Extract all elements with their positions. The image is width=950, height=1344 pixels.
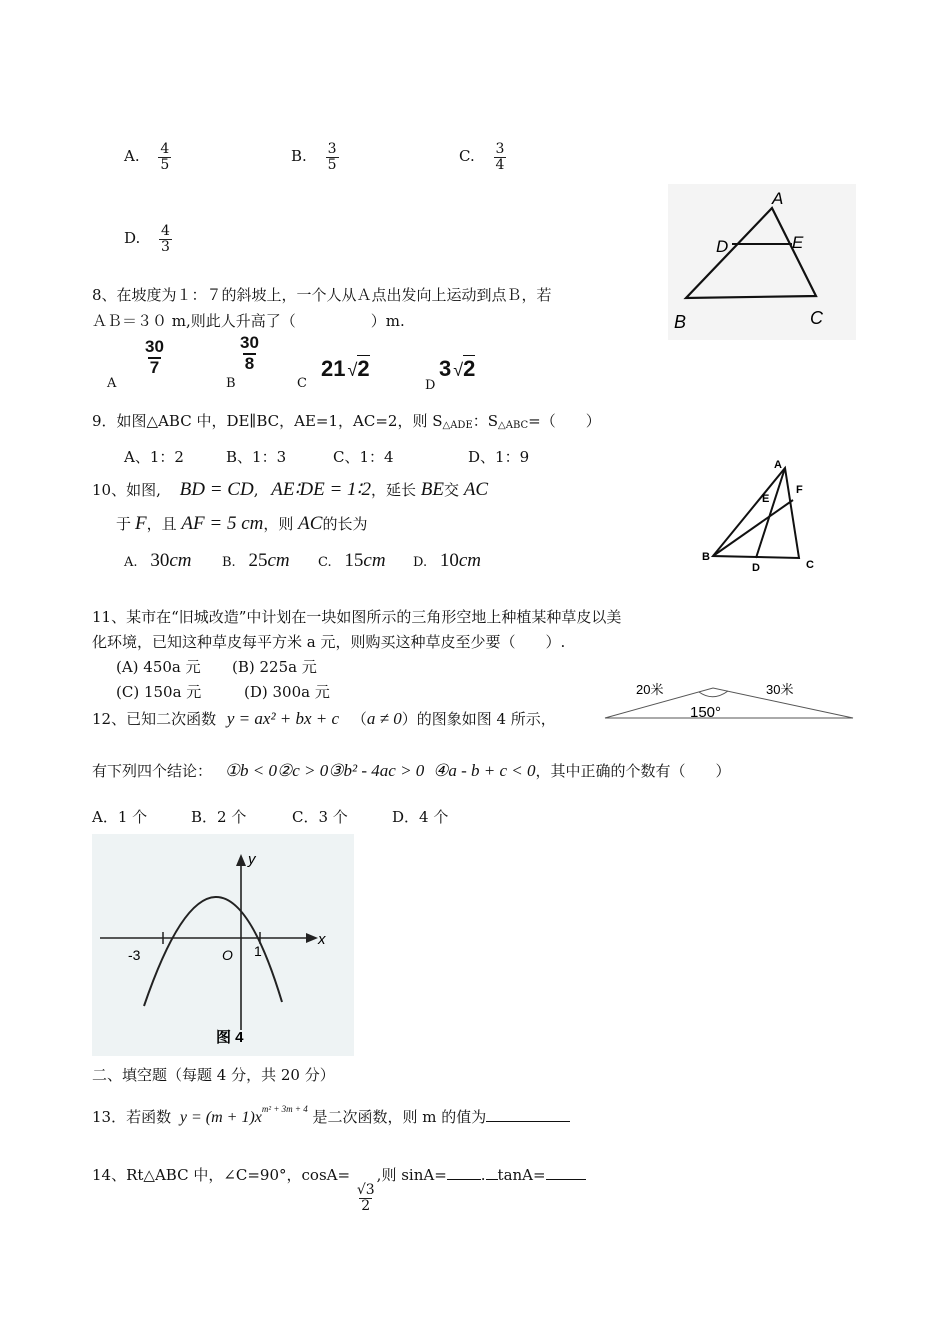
q7-option-a-fraction [158,142,171,172]
option-unit: cm [267,550,290,571]
q10-equation-ratio: AE∶DE = 1∶2 [271,479,371,500]
q12-option-c: C．3 个 [292,808,348,826]
q12-conclusion-2: ②c > 0 [277,761,329,780]
q10-prefix: 10、如图, [92,481,161,499]
q10-intersect-word: 交 [444,481,460,499]
q10-line-2 [116,513,367,535]
q12-option-d: D．4 个 [392,808,449,826]
q7-option-d-fraction [159,224,172,254]
radical-sign: √ [453,360,464,380]
q13-function: y = (m + 1)x [179,1109,262,1126]
q10-text-length: 的长为 [322,515,368,533]
side-label-20m: 20米 [636,682,664,697]
q8-option-b-fraction [240,334,259,373]
figure-caption: 图 4 [216,1029,244,1046]
origin-label: O [222,947,233,963]
q8-option-a-letter: A [107,376,117,391]
q7-option-c [459,142,506,172]
q8-line-1: 8、在坡度为１：７的斜坡上，一个人从Ａ点出发向上运动到点Ｂ，若 [92,286,552,304]
label-f: F [796,484,803,496]
fraction-numerator: 4 [161,223,170,239]
option-unit: cm [458,550,482,571]
q14-line [92,1164,586,1213]
q10-option-b [222,550,290,572]
triangle-figure-q10 [696,454,826,576]
q11-line-2: 化环境，已知这种草皮每平方米 a 元，则购买这种草皮至少要（ ）. [92,633,566,651]
right-root-label: 1 [254,943,262,959]
radical-coefficient: 3 [439,356,452,381]
fraction-denominator: 7 [149,357,160,377]
label-e: E [792,233,804,252]
radicand: 2 [463,356,476,381]
q10-option-a [124,550,191,572]
q13-tail: 是二次函数，则 m 的值为 [312,1108,487,1126]
option-value: 10 [439,550,459,571]
q10-mid-text: ，延长 [371,481,417,499]
q9-text: 9．如图△ABC 中，DE∥BC，AE=1，AC=2，则 S [92,412,443,430]
q12-option-a: A．1 个 [92,808,148,826]
q8-option-b-letter: B [226,376,236,391]
q12-line-1 [92,708,556,729]
q10-point-f: F [135,513,147,534]
fraction-denominator: 3 [161,238,170,255]
option-unit: cm [169,550,192,571]
option-letter: D. [413,555,428,570]
q9-stem [92,410,601,431]
q10-segment-ac: AC [463,479,489,500]
q12-paren-open: （ [351,710,367,728]
q10-segment-ac-2: AC [298,513,323,534]
parabola-graph-figure4 [92,834,354,1056]
option-value: 25 [248,550,268,571]
q12-conclusions-intro: 有下列四个结论： [92,762,213,780]
q12-option-b: B．2 个 [191,808,247,826]
q14-tana-blank[interactable] [546,1165,586,1180]
angle-arc [699,691,728,697]
q9-option-c: C、1：4 [333,448,394,466]
label-a: A [774,459,782,471]
option-value: 15 [344,550,364,571]
radical-coefficient: 21 [321,356,346,381]
q12-text-tail: ）的图象如图 4 所示， [401,710,556,728]
q7-option-b-fraction [326,142,339,172]
q11-option-d: (D) 300a 元 [244,683,330,701]
q7-option-b-letter: B. [291,147,307,166]
q13-line [92,1104,570,1127]
q10-option-d [413,550,481,572]
option-value: 30 [150,550,170,571]
q8-line-2: ＡＢ＝３０ m,则此人升高了（ ）m. [92,312,405,330]
label-c: C [806,559,814,571]
q11-option-b: (B) 225a 元 [232,658,317,676]
q13-prefix: 13．若函数 [92,1108,172,1126]
q10-line-1 [92,478,488,501]
fraction-denominator: 5 [327,156,337,173]
q11-line-1: 11、某市在“旧城改造”中计划在一块如图所示的三角形空地上种植某种草皮以美 [92,608,622,626]
q13-exponent: m² + 3m + 4 [261,1104,308,1114]
q8-option-d-expr [439,356,475,382]
q14-tana-text: tanA= [497,1166,546,1184]
q8-option-c-expr [321,356,370,382]
q12-function: y = ax² + bx + c [226,709,340,728]
q7-option-c-letter: C. [459,147,475,166]
q10-text-qie: ，且 [146,515,177,533]
q10-equation-af: AF = 5 cm [181,513,264,534]
q7-option-d-letter: D. [124,229,141,248]
fraction-denominator: 4 [495,156,505,173]
q9-subscript-ade: △ADE [442,420,473,431]
q11-option-a: (A) 450a 元 [116,658,201,676]
label-b: B [674,312,687,332]
q12-conclusion-1: ①b < 0 [224,761,278,780]
q7-option-a [124,142,171,172]
q10-text-yu: 于 [116,515,132,533]
q9-separator: ：S [472,412,499,430]
fraction-denominator: 2 [361,1197,371,1214]
q12-condition: a ≠ 0 [366,709,402,728]
option-letter: B. [222,555,236,570]
fraction-numerator: 3 [495,141,505,157]
option-unit: cm [363,550,386,571]
angle-label: 150° [690,704,722,721]
obtuse-triangle-figure [600,680,860,726]
q8-option-a-fraction [145,338,164,377]
label-d: D [752,562,760,574]
q7-option-d [124,224,172,254]
segment-ad [756,468,785,558]
label-c: C [810,308,823,328]
q9-subscript-abc: △ABC [498,420,529,431]
label-e: E [762,493,770,505]
q12-line-2 [92,760,730,781]
q11-option-c: (C) 150a 元 [116,683,202,701]
q14-dot: . [480,1166,486,1184]
triangle-figure-q9 [668,184,856,340]
q12-conclusion-4: ④a - b + c < 0 [433,761,536,780]
q10-segment-be: BE [420,479,445,500]
q8-option-d-letter: D [425,378,436,393]
radicand: 2 [357,356,370,381]
q12-conclusion-3: ③b² - 4ac > 0 [328,761,425,780]
q14-prefix: 14、Rt△ABC 中，∠C=90°，cosA= [92,1166,351,1184]
q7-option-b [291,142,339,172]
q10-option-c [318,550,386,572]
fraction-numerator: √3 [356,1182,375,1198]
q14-sina-text: ,则 sinA= [376,1166,447,1184]
radical-sign: √ [347,360,358,380]
section-2-heading: 二、填空题（每题 4 分，共 20 分） [92,1066,335,1084]
q14-gap-blank [486,1165,498,1180]
label-b: B [702,551,710,563]
label-a: A [772,189,784,208]
fraction-numerator: 30 [240,333,259,352]
q9-option-b: B、1：3 [226,448,287,466]
q10-comma: , [253,481,259,499]
side-label-30m: 30米 [766,682,794,697]
q14-sina-blank[interactable] [447,1165,481,1180]
fraction-denominator: 8 [244,353,255,373]
figure-background [668,184,856,340]
left-root-label: -3 [128,947,141,963]
q9-option-d: D、1：9 [468,448,530,466]
label-d: D [716,237,729,256]
y-axis-label: y [248,851,256,868]
q9-tail: =（ ） [528,412,601,430]
q9-option-a: A、1：2 [124,448,184,466]
fraction-numerator: 3 [327,141,337,157]
fraction-numerator: 4 [160,141,170,157]
q14-fraction [355,1183,377,1213]
x-axis-label: x [318,931,326,948]
q13-answer-blank[interactable] [486,1107,570,1122]
fraction-denominator: 5 [160,156,170,173]
fraction-numerator: 30 [145,337,164,356]
triangle-abc [713,468,799,558]
q8-option-c-letter: C [297,376,307,391]
q7-option-c-fraction [494,142,507,172]
q12-question-tail: ，其中正确的个数有（ ） [535,762,731,780]
option-letter: C. [318,555,332,570]
option-letter: A. [124,555,138,570]
graph-background [92,834,354,1056]
q10-equation-bd-cd: BD = CD [179,479,254,500]
q10-text-ze: ，则 [263,515,294,533]
q12-text: 12、已知二次函数 [92,710,217,728]
q7-option-a-letter: A. [124,147,140,166]
